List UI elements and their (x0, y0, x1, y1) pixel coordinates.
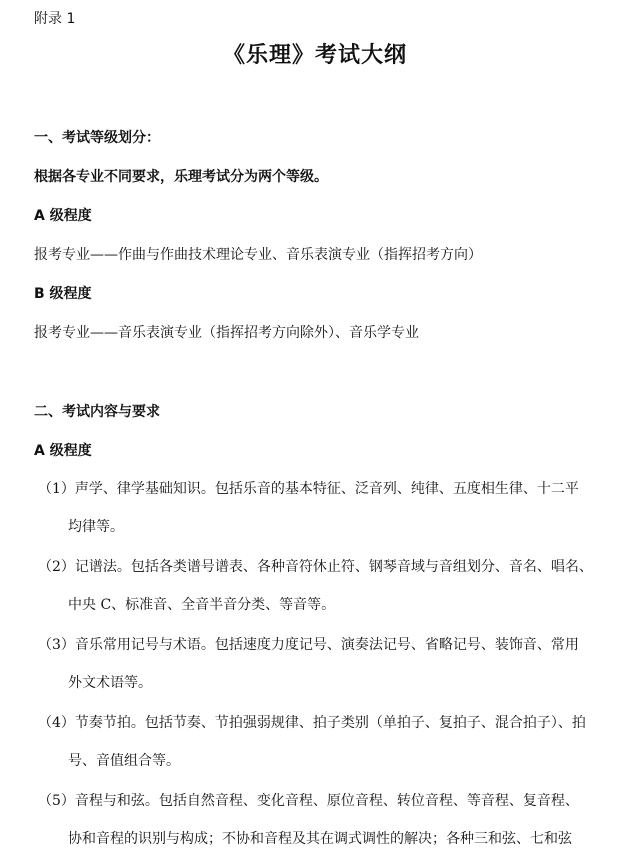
section2-level-a-heading: A 级程度 (34, 443, 92, 459)
list-item-line1: 声学、律学基础知识。包括乐音的基本特征、泛音列、纯律、五度相生律、十二平 (74, 481, 579, 497)
list-item-number: （4） (38, 715, 75, 731)
section-heading-2: 二、考试内容与要求 (34, 404, 160, 420)
list-item-line2: 号、音值组合等。 (68, 753, 180, 769)
list-item-line2: 协和音程的识别与构成；不协和音程及其在调式调性的解决；各种三和弦、七和弦 (68, 831, 572, 847)
list-item (38, 782, 608, 858)
list-item-number: （2） (38, 559, 75, 575)
list-item-number: （5） (38, 793, 75, 809)
section-intro: 根据各专业不同要求，乐理考试分为两个等级。 (34, 169, 328, 185)
list-item-line1: 音程与和弦。包括自然音程、变化音程、原位音程、转位音程、等音程、复音程、 (74, 793, 579, 809)
list-item-line2: 均律等。 (68, 519, 124, 535)
list-item-number: （3） (38, 637, 75, 653)
list-item-line2: 外文术语等。 (68, 675, 152, 691)
page-title: 《乐理》考试大纲 (222, 43, 407, 68)
list-item-line1: 节奏节拍。包括节奏、节拍强弱规律、拍子类别（单拍子、复拍子、混合拍子）、拍 (74, 715, 586, 731)
appendix-label: 附录 1 (34, 11, 76, 27)
level-a-text: 报考专业——作曲与作曲技术理论专业、音乐表演专业（指挥招考方向） (34, 247, 482, 263)
level-a-heading: A 级程度 (34, 208, 92, 224)
level-b-text: 报考专业——音乐表演专业（指挥招考方向除外）、音乐学专业 (34, 325, 419, 341)
list-item (38, 548, 608, 624)
level-b-heading: B 级程度 (34, 286, 92, 302)
list-item-line1: 音乐常用记号与术语。包括速度力度记号、演奏法记号、省略记号、装饰音、常用 (74, 637, 579, 653)
section-heading-1: 一、考试等级划分： (34, 130, 160, 146)
list-item-line2: 中央 C、标准音、全音半音分类、等音等。 (68, 597, 336, 613)
list-item (38, 704, 608, 780)
list-item-number: （1） (38, 481, 75, 497)
list-item (38, 626, 608, 702)
list-item-line1: 记谱法。包括各类谱号谱表、各种音符休止符、钢琴音域与音组划分、音名、唱名、 (74, 559, 593, 575)
list-item (38, 470, 608, 546)
